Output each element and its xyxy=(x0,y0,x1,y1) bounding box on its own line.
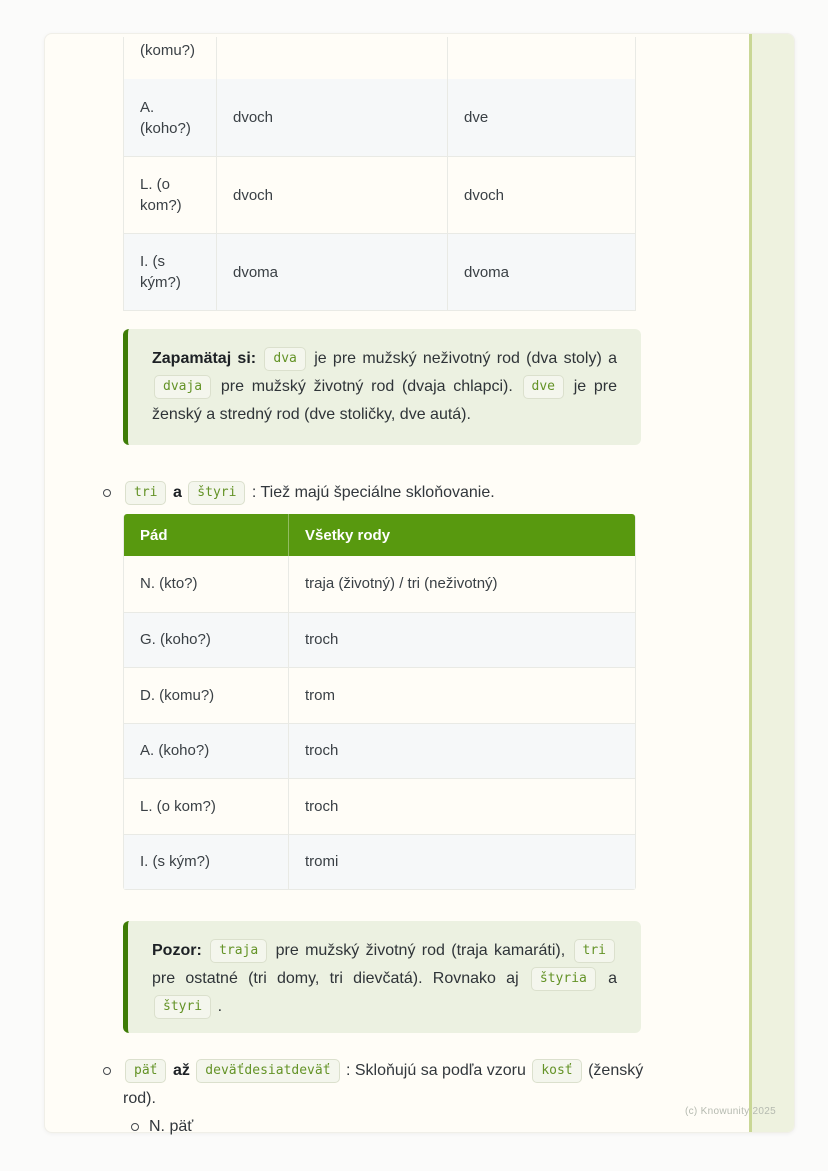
inline-code-chip: dvaja xyxy=(154,375,211,399)
table-cell: dvoma xyxy=(217,234,448,310)
table-cell: dvoma xyxy=(464,263,510,281)
table-cell: trom xyxy=(305,686,335,704)
inline-code-chip: traja xyxy=(210,939,267,963)
table-cell: D. (komu?) xyxy=(124,668,289,723)
header-cell-pad: Pád xyxy=(124,514,289,556)
bullet-text xyxy=(123,1062,643,1107)
inline-code-chip: dve xyxy=(523,375,564,399)
inline-code-chip: päť xyxy=(125,1059,166,1083)
table-body xyxy=(124,556,635,889)
circle-bullet-icon xyxy=(103,489,111,497)
page-accent-bar xyxy=(749,34,794,1132)
table-row xyxy=(124,233,635,310)
bullet-item-tri-styri xyxy=(101,479,667,507)
table-cell: dvoch xyxy=(217,157,448,233)
text-segment: : Tiež majú špeciálne skloňovanie. xyxy=(251,484,495,501)
callout-zapamataj xyxy=(123,329,641,445)
inline-code-chip: dva xyxy=(264,347,305,371)
table-cell: L. (o kom?) xyxy=(124,157,217,233)
table-cell xyxy=(217,37,448,79)
text-segment: a xyxy=(608,970,618,987)
table-cell: dvoch xyxy=(217,79,448,156)
circle-bullet-icon xyxy=(103,1067,111,1075)
table-cell: A. (koho?) xyxy=(124,724,289,779)
table-row xyxy=(124,778,635,834)
bold-text: a xyxy=(172,484,182,501)
document-page xyxy=(44,33,795,1133)
declension-table-tri xyxy=(123,514,636,890)
table-cell: I. (s kým?) xyxy=(124,234,217,310)
inline-code-chip: tri xyxy=(125,481,166,505)
watermark: (c) Knowunity 2025 xyxy=(684,1106,776,1117)
inline-code-chip: tri xyxy=(574,939,615,963)
bullet-text xyxy=(123,484,495,501)
callout-text xyxy=(152,942,617,1015)
table-row xyxy=(124,723,635,779)
callout-text xyxy=(152,350,617,423)
table-cell: troch xyxy=(305,631,339,649)
table-cell: traja (životný) / tri (neživotný) xyxy=(305,575,498,593)
inline-code-chip: deväťdesiatdeväť xyxy=(196,1059,339,1083)
callout-pozor xyxy=(123,921,641,1033)
inline-code-chip: štyri xyxy=(154,995,211,1019)
table-cell: troch xyxy=(305,797,339,815)
bold-text: až xyxy=(172,1062,190,1079)
text-segment: pre ostatné (tri domy, tri dievčatá). Rovnako aj xyxy=(152,970,519,987)
circle-bullet-icon xyxy=(131,1123,139,1131)
table-cell: A. (koho?) xyxy=(124,79,217,156)
bold-text: Zapamätaj si: xyxy=(152,350,257,367)
text-segment: : Skloňujú sa podľa vzoru xyxy=(345,1062,526,1079)
text-segment: je pre ženský a stredný rod (dve stoličky, dve autá). xyxy=(152,378,618,423)
table-row xyxy=(124,834,635,890)
table-row xyxy=(124,667,635,723)
text-segment: . xyxy=(217,998,223,1015)
bullet-item-pat xyxy=(101,1057,667,1139)
sub-bullet-n-pat xyxy=(149,1115,667,1139)
table-row xyxy=(124,612,635,668)
table-cell: I. (s kým?) xyxy=(124,835,289,890)
table-row xyxy=(124,556,635,612)
table-row xyxy=(124,79,635,156)
table-cell: G. (koho?) xyxy=(124,613,289,668)
table-cell: N. (kto?) xyxy=(124,556,289,612)
table-header-row xyxy=(124,514,635,556)
text-segment: pre mužský životný rod (dvaja chlapci). xyxy=(220,378,513,395)
table-cell xyxy=(448,37,637,79)
table-row xyxy=(124,156,635,233)
text-segment: pre mužský životný rod (traja kamaráti), xyxy=(275,942,566,959)
sub-bullet-text: N. päť xyxy=(149,1118,194,1135)
declension-table-dva xyxy=(123,37,636,311)
table-cell: troch xyxy=(305,742,339,760)
inline-code-chip: kosť xyxy=(532,1059,581,1083)
table-cell: (komu?) xyxy=(124,37,217,79)
inline-code-chip: štyria xyxy=(531,967,596,991)
table-body xyxy=(124,79,635,310)
bold-text: Pozor: xyxy=(152,942,202,959)
table-cell: dvoch xyxy=(464,186,505,204)
text-segment: (ženský rod). xyxy=(123,1062,644,1107)
table-cell: L. (o kom?) xyxy=(124,779,289,834)
table-cell: dve xyxy=(464,109,489,126)
table-cell: tromi xyxy=(305,853,339,871)
inline-code-chip: štyri xyxy=(188,481,245,505)
text-segment: je pre mužský neživotný rod (dva stoly) a xyxy=(314,350,617,367)
table-row-partial xyxy=(124,37,635,79)
header-cell-vsetky-rody: Všetky rody xyxy=(305,526,391,544)
